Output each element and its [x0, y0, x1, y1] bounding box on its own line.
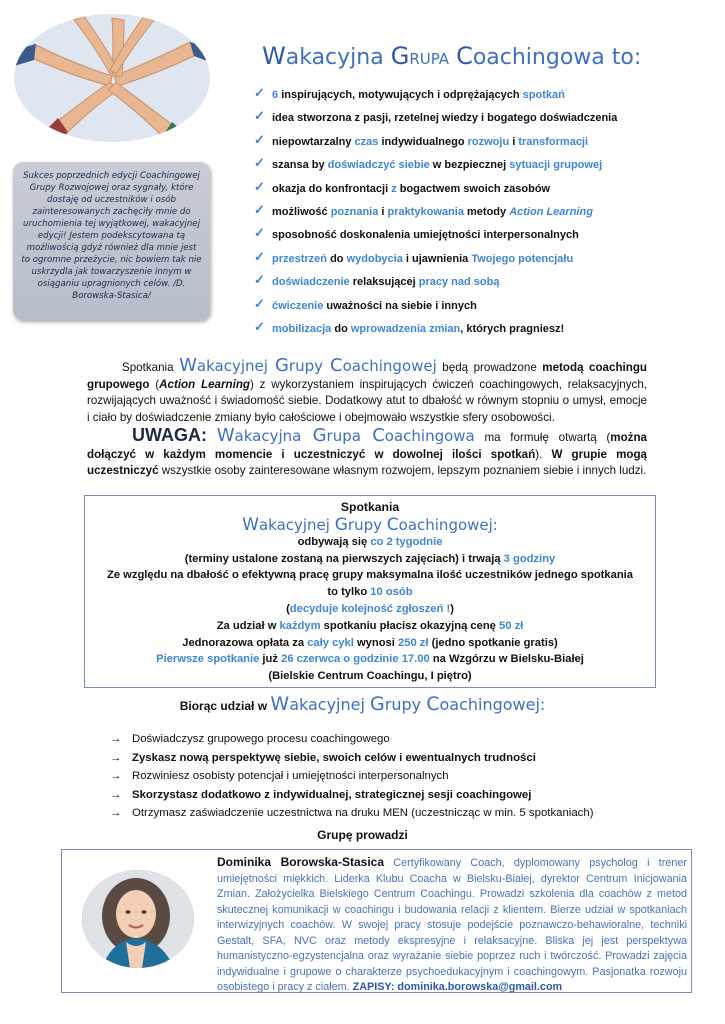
benefit-text: Otrzymasz zaświadczenie uczestnictwa na druku MEN (uczestnicząc w min. 5 spotkaniach) [132, 807, 594, 820]
box-line: (decyduje kolejność zgłoszeń !) [286, 602, 454, 615]
benefit-item [110, 730, 670, 749]
page-title [262, 42, 641, 70]
feature-item [254, 272, 634, 299]
intro-name-a: akacyjnej [196, 357, 275, 375]
box-line: odbywają się co 2 tygodnie [297, 535, 443, 548]
benefit-item [110, 804, 670, 823]
checkmark-icon: ✓ [254, 108, 265, 124]
feature-list [254, 85, 634, 346]
intro-action-learning: Action Learning [159, 377, 250, 391]
notice-name-c: C [372, 425, 385, 446]
feature-text: przestrzeń do wydobycia i ujawnienia Twojego potencjału [272, 252, 574, 265]
feature-text: mobilizacja do wprowadzenia zmian, których pragniesz! [272, 322, 565, 335]
intro-name-g: G [274, 355, 289, 376]
benefit-text: Skorzystasz dodatkowo z indywidualnej, strategicznej sesji coachingowej [132, 788, 532, 801]
feature-item [254, 318, 634, 346]
trainer-bio-box [61, 849, 692, 993]
arrow-right-icon: → [110, 788, 122, 801]
feature-item [254, 201, 634, 229]
checkmark-icon: ✓ [254, 272, 265, 288]
benefit-item [110, 767, 670, 786]
box-title: Spotkania [340, 500, 400, 514]
intro-mid: będą prowadzone [436, 361, 543, 374]
box-group-name [85, 516, 655, 534]
feature-item [254, 85, 634, 112]
trainer-photo [82, 870, 194, 968]
meetings-info-box [84, 495, 656, 688]
feature-text: okazja do konfrontacji z bogactwem swoich zasobów [272, 182, 551, 195]
taking-name-b: rupy [384, 695, 427, 714]
benefit-text: Zyskasz nową perspektywę siebie, swoich celów i ewentualnych trudności [132, 751, 536, 764]
taking-name-d: oachingowej: [439, 695, 546, 714]
feature-text: niepowtarzalny czas indywidualnego rozwoju i transformacji [272, 135, 589, 148]
box-name-b: rupy [347, 515, 387, 534]
arrow-right-icon: → [110, 770, 122, 783]
box-name-c: C [386, 514, 399, 535]
box-name-g: G [334, 514, 348, 535]
notice-name-d: oachingowa [384, 427, 475, 445]
notice-rest: wszystkie osoby zainteresowane własnym rozwojem, lepszym poznaniem siebie i innych ludzi. [158, 464, 647, 477]
intro-method: metodą coachingu grupowego [87, 361, 647, 391]
testimonial-text: Sukces poprzednich edycji Coachingowej Grupy Rozwojowej oraz sygnały, które dostaję od uczestników i osób zainteresowanych zachęciły mnie do uruchomienia tej wyjątkowej, wakacyjnej edycji! Jestem podekscytowana tą możliwością gdyż również dla mnie jest to ogromne przeżycie, nic bowiem tak nie uskrzydla jak towarzyszenie innym w osiąganiu upragnionych celów. /D. Borowska-Stasica/ [21, 171, 202, 301]
trainer-bio-text [217, 855, 687, 996]
title-initial-c: C [456, 42, 473, 70]
feature-text: szansa by doświadczyć siebie w bezpiecznej sytuacji grupowej [272, 159, 603, 172]
trainer-description: Certyfikowany Coach, dyplomowany psycholog i trener umiejętności miękkich. Liderka Klubu Coacha w Bielsku-Białej, dyrektor Centrum Inicjowania Zmian. Założycielka Bielskiego Centrum Coachingu. Prowadzi szkolenia dla coachów z metod skutecznej komunikacji w coachingu i budowania relacji z klientem. Bierze udział w spotkaniach interwizyjnych coachów. W swojej pracy stosuje podejście poznawczo-behawioralne, techniki Gestalt, SFA, NVC oraz metody ekspresyjne i relaksacyjne. Bliska jej jest perspektywa humanistyczno-egzystencjalna oraz wyrażanie siebie poprzez ruch i twórczość. Prowadzi zajęcia indywidualne i grupowe o charakterze psychoedukacyjnym i coachingowym. Pasjonatka rozwoju osobistego i pracy z ciałem. [217, 857, 687, 993]
box-name-d: oachingowej: [398, 515, 498, 534]
box-line: (terminy ustalone zostaną na pierwszych zajęciach) i trwają 3 godziny [184, 552, 556, 565]
box-line: Pierwsze spotkanie już 26 czerwca o godzinie 17.00 na Wzgórzu w Bielsku-Białej [156, 653, 584, 666]
box-line: Ze względu na dbałość o efektywną pracę grupy maksymalna ilość uczestników jednego spotkania [107, 569, 633, 582]
feature-text: idea stworzona z pasji, rzetelnej wiedzy i bogatego doświadczenia [272, 112, 618, 125]
taking-name-g: G [370, 693, 385, 715]
checkmark-icon: ✓ [254, 295, 265, 311]
taking-name-w: W [270, 693, 290, 715]
feature-item [254, 108, 634, 135]
trainer-name: Dominika Borowska-Stasica [217, 855, 385, 869]
benefits-list [110, 730, 670, 823]
intro-paragraph [87, 355, 647, 426]
feature-item [254, 131, 634, 159]
notice-mid: ma formułę otwartą ( [474, 431, 611, 444]
feature-item [254, 178, 634, 206]
box-name-w: W [242, 514, 259, 535]
checkmark-icon: ✓ [254, 225, 265, 241]
intro-name-d: oachingowej [342, 357, 437, 375]
notice-name-a: akacyjna [234, 427, 313, 445]
notice-mid-2: ). [535, 447, 552, 461]
feature-text: 6 inspirujących, motywujących i odprężających spotkań [272, 89, 565, 101]
feature-text: sposobność doskonalenia umiejętności interpersonalnych [272, 229, 579, 242]
arrow-right-icon: → [110, 807, 122, 820]
intro-name-b: rupy [288, 357, 331, 375]
checkmark-icon: ✓ [254, 201, 265, 217]
checkmark-icon: ✓ [254, 85, 265, 100]
intro-al-close: ) [250, 377, 254, 391]
taking-name-a: akacyjnej [289, 695, 371, 714]
taking-group-name [270, 695, 545, 714]
title-space [449, 45, 456, 70]
box-line: Jednorazowa opłata za cały cykl wynosi 250 zł (jedno spotkanie gratis) [182, 636, 558, 649]
checkmark-icon: ✓ [254, 131, 265, 147]
checkmark-icon: ✓ [254, 318, 265, 334]
trainer-email[interactable]: ZAPISY: dominika.borowska@gmail.com [352, 981, 563, 993]
intro-name-w: W [179, 355, 197, 376]
notice-bold-1: można dołączyć w każdym momencie i uczestniczyć w dowolnej ilości spotkań [87, 431, 647, 461]
intro-lead: Spotkania [122, 361, 180, 374]
feature-item [254, 295, 634, 323]
feature-text: doświadczenie relaksującej pracy nad sobą [272, 276, 500, 289]
box-lines [85, 534, 655, 685]
benefit-item [110, 749, 670, 768]
taking-name-c: C [426, 693, 440, 715]
feature-item [254, 225, 634, 252]
notice-bold-2: W grupie mogą uczestniczyć [87, 447, 648, 477]
intro-name-c: C [330, 355, 343, 376]
benefit-text: Doświadczysz grupowego procesu coachingowego [132, 733, 390, 746]
box-line: (Bielskie Centrum Coachingu, I piętro) [268, 670, 472, 683]
notice-group-name [217, 427, 475, 445]
taking-part-heading [0, 693, 725, 715]
title-part-1: akacyjna [285, 45, 391, 70]
notice-name-b: rupa [326, 427, 373, 445]
notice-name-g: G [312, 425, 327, 446]
hands-together-photo [14, 14, 210, 142]
checkmark-icon: ✓ [254, 155, 265, 171]
intro-al-open: ( [149, 377, 160, 391]
notice-name-w: W [216, 425, 235, 446]
feature-item [254, 248, 634, 276]
box-name-a: akacyjnej [258, 515, 335, 534]
benefit-item [110, 786, 670, 805]
benefit-text: Rozwiniesz osobisty potencjał i umiejętności interpersonalnych [132, 770, 449, 783]
arrow-right-icon: → [110, 751, 122, 764]
feature-item [254, 155, 634, 182]
notice-paragraph [87, 427, 647, 480]
intro-rest: z wykorzystaniem inspirujących ćwiczeń coachingowych, relaksacyjnych, rozwijających uważność i świadomość siebie. Dodatkowy atut to dbałość w równym stopniu o umysł, emocje i ciało by doświadczenie zmiany było całościowe i obejmowało wszystkie sfery osobowości. [87, 377, 647, 424]
title-initial-g: G [390, 42, 410, 70]
title-caps: RUPA [409, 50, 450, 68]
checkmark-icon: ✓ [254, 178, 265, 194]
checkmark-icon: ✓ [254, 248, 265, 264]
title-part-2: oachingowa to: [472, 45, 642, 70]
notice-label: UWAGA: [132, 425, 207, 445]
box-line: to tylko 10 osób [327, 586, 413, 599]
taking-lead: Biorąc udział w [179, 699, 271, 713]
leaders-heading: Grupę prowadzi [317, 828, 408, 842]
feature-text: możliwość poznania i praktykowania metody Action Learning [272, 205, 593, 218]
arrow-right-icon: → [110, 733, 122, 746]
intro-group-name [179, 357, 437, 375]
title-initial-w: W [262, 42, 286, 70]
testimonial-box [13, 162, 210, 320]
box-line: Za udział w każdym spotkaniu płacisz okazyjną cenę 50 zł [216, 619, 524, 632]
feature-text: ćwiczenie uważności na siebie i innych [272, 299, 477, 312]
